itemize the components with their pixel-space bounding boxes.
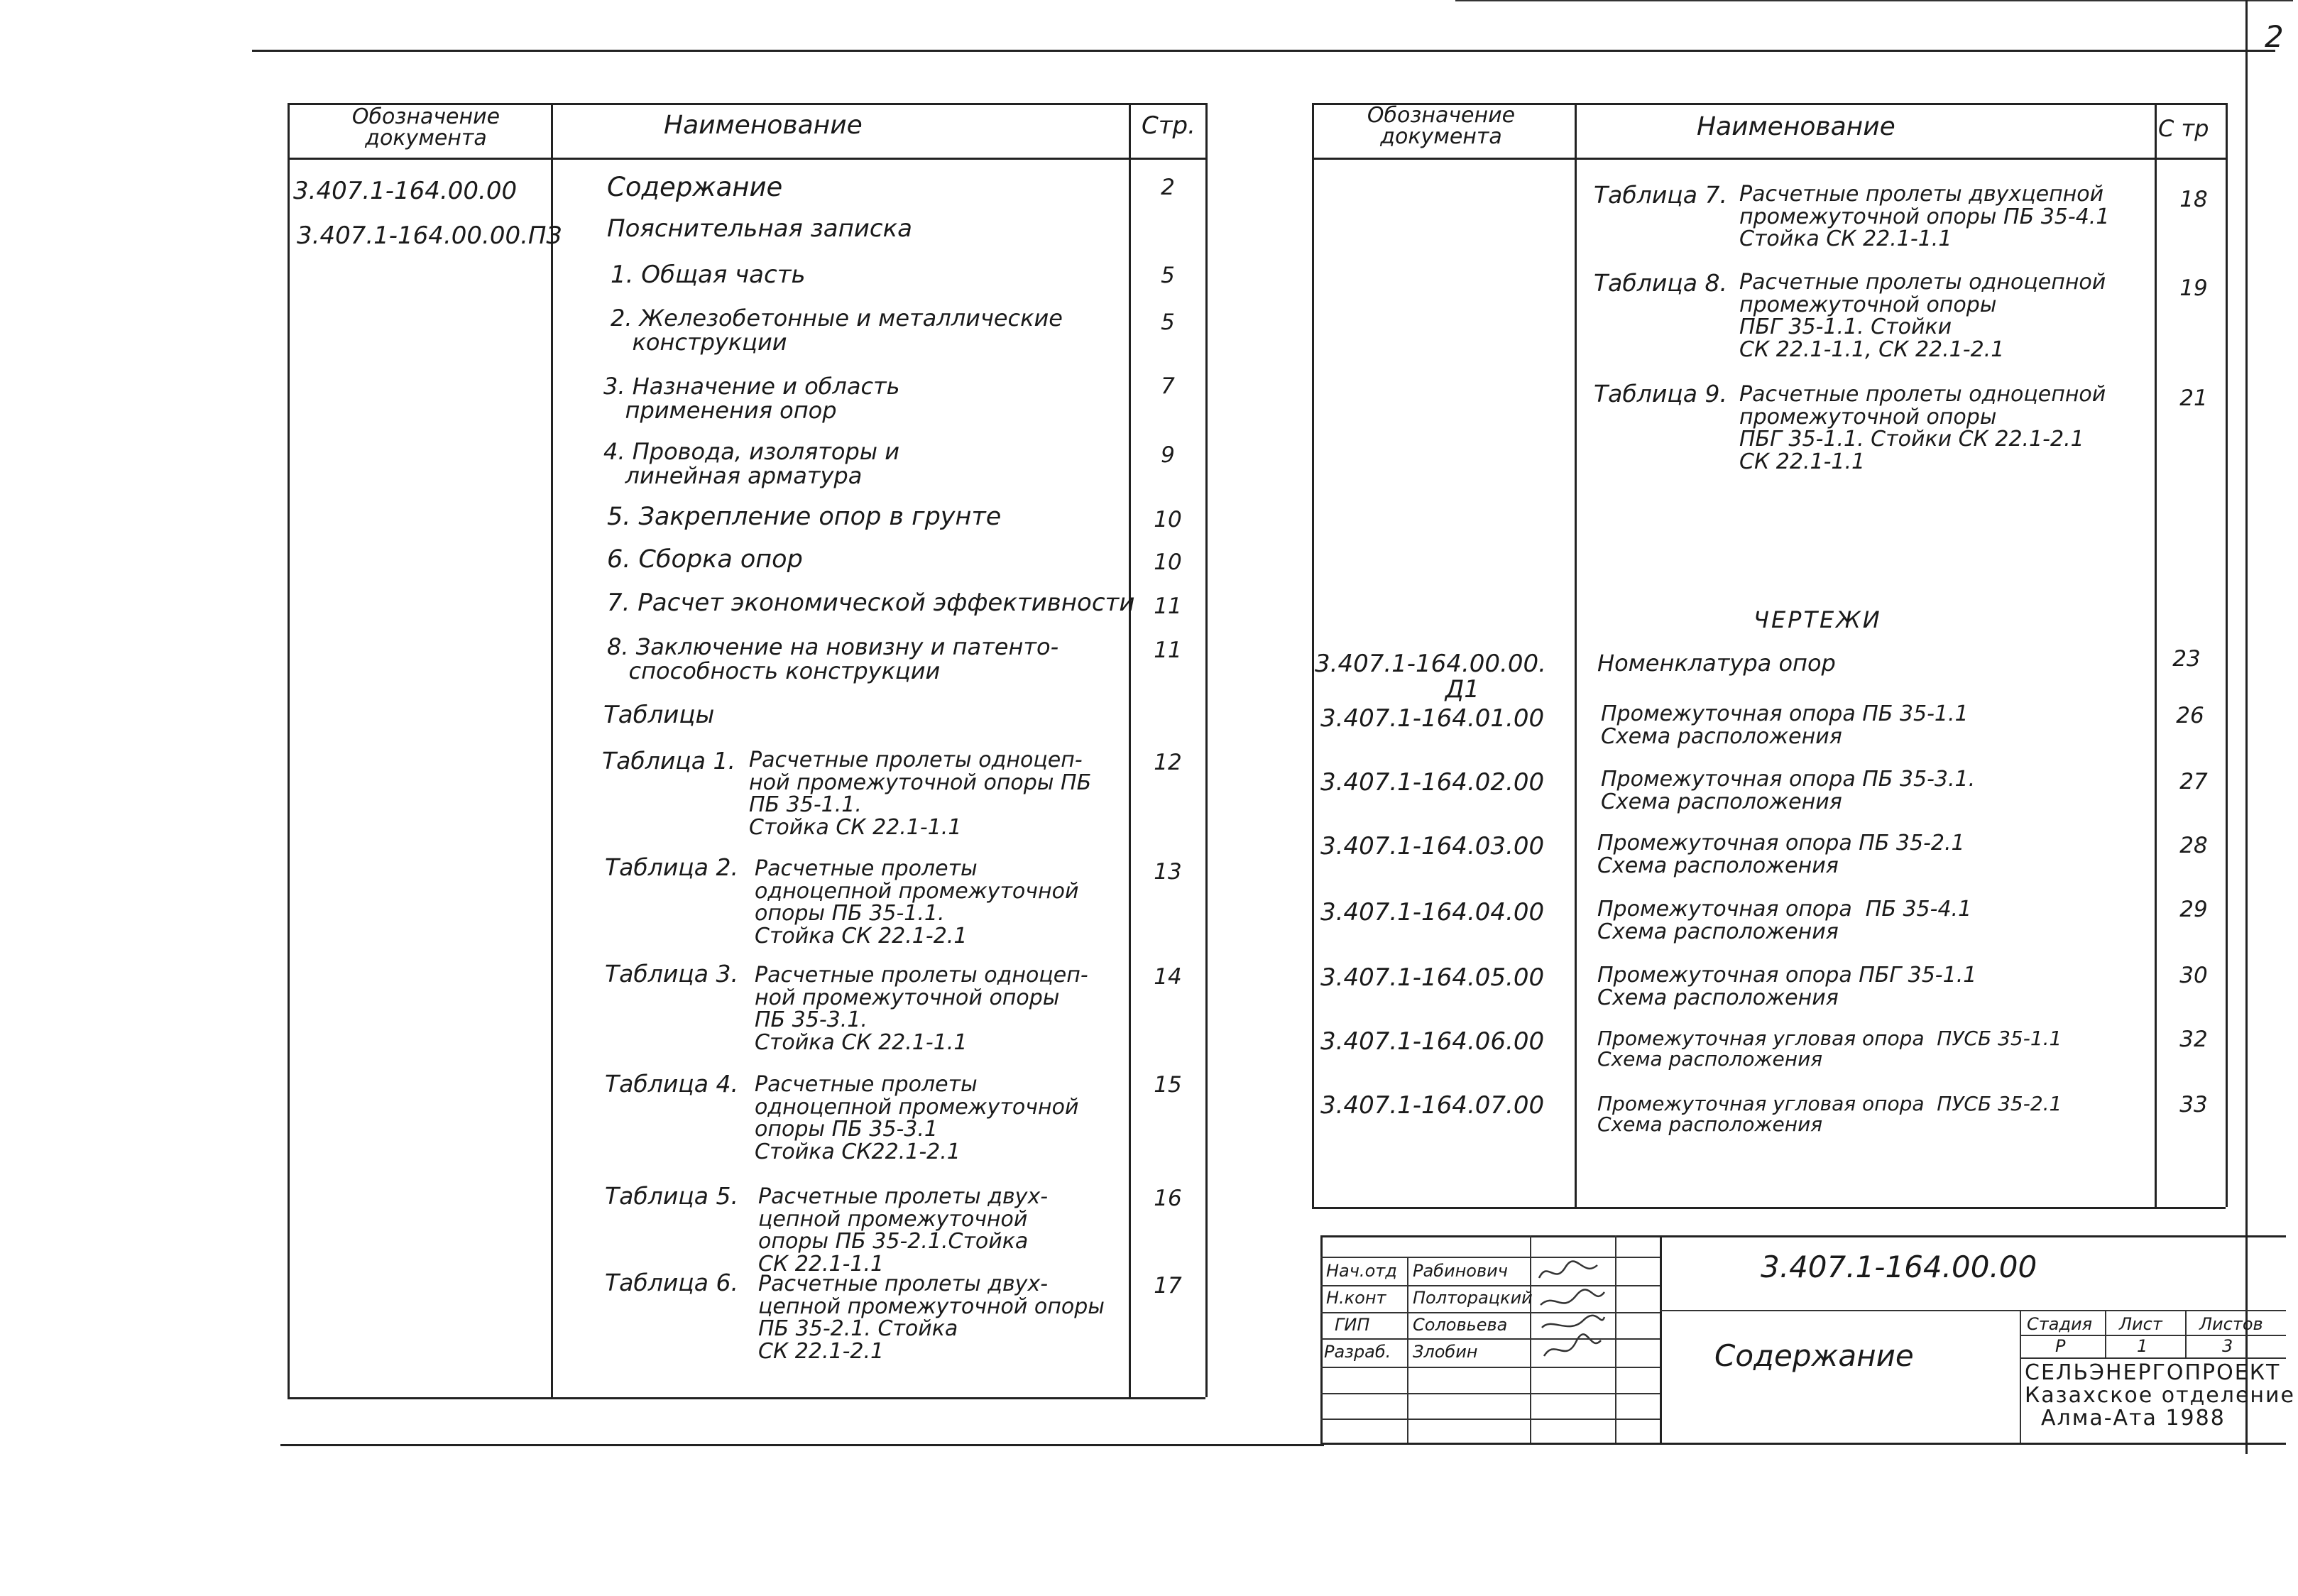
stamp-stage: Р xyxy=(2055,1336,2066,1356)
left-row-page: 5 xyxy=(1161,263,1175,288)
table-ref-text: Расчетные пролеты одноцепной промежуточной опоры ПБ 35-1.1. Стойка СК 22.1-2.1 xyxy=(755,856,1079,949)
table-ref-text: Расчетные пролеты одноцепной промежуточной опоры ПБГ 35-1.1. Стойки СК 22.1-1.1, СК 22.1-2.1 xyxy=(1739,270,2106,362)
stamp-code-line xyxy=(1660,1310,2286,1311)
table-ref-label: Таблица 4. xyxy=(605,1070,738,1098)
stamp-org-line2 xyxy=(2020,1357,2286,1359)
left-header-name: Наименование xyxy=(664,111,863,140)
left-row-title: 1. Общая часть xyxy=(611,261,806,289)
table-ref-text: Расчетные пролеты одноцепной промежуточной опоры ПБ 35-3.1 Стойка СК22.1-2.1 xyxy=(755,1072,1079,1164)
stamp-role: Разраб. xyxy=(1324,1342,1391,1362)
drawing-code: 3.407.1-164.05.00 xyxy=(1320,963,1545,992)
left-row-title: 3. Назначение и область применения опор xyxy=(603,373,900,424)
left-table-left xyxy=(288,103,290,1397)
table-ref-text: Расчетные пролеты одноцеп- ной промежуточной опоры ПБ ПБ 35-1.1. Стойка СК 22.1-1.1 xyxy=(749,748,1092,840)
right-header-designation: Обозначение документа xyxy=(1367,103,1516,149)
table-ref-text: Расчетные пролеты двух- цепной промежуточной опоры ПБ 35-2.1. Стойка СК 22.1-2.1 xyxy=(758,1272,1105,1364)
drawing-page: 27 xyxy=(2179,769,2208,794)
drawing-title: Промежуточная угловая опора ПУСБ 35-2.1 Схема расположения xyxy=(1597,1092,2062,1137)
left-row-page: 7 xyxy=(1161,373,1175,399)
left-row-page: 5 xyxy=(1161,310,1175,335)
left-row-code: 3.407.1-164.00.00.ПЗ xyxy=(297,222,562,250)
left-row-title: Содержание xyxy=(607,172,783,202)
stamp-sheets: 3 xyxy=(2222,1336,2233,1356)
stamp-role: ГИП xyxy=(1335,1315,1370,1335)
stamp-role: Н.конт xyxy=(1326,1288,1386,1308)
left-row-title: 8. Заключение на новизну и патенто- способность конструкции xyxy=(607,633,1059,684)
signature-marks xyxy=(1533,1257,1612,1370)
left-row-title: 6. Сборка опор xyxy=(607,545,803,574)
left-row-page: 2 xyxy=(1161,175,1175,200)
table-ref-page: 18 xyxy=(2179,187,2208,212)
drawing-title: Промежуточная опора ПБ 35-4.1 Схема расположения xyxy=(1597,897,1972,944)
stamp-sep-main xyxy=(1660,1235,1662,1443)
table-ref-text: Расчетные пролеты одноцеп- ной промежуточной опоры ПБ 35-3.1. Стойка СК 22.1-1.1 xyxy=(755,963,1088,1055)
left-row-page: 9 xyxy=(1161,442,1175,468)
left-row-title: 4. Провода, изоляторы и линейная арматура xyxy=(603,438,900,489)
stamp-signer: Полторацкий xyxy=(1413,1288,1533,1308)
left-row-title: Пояснительная записка xyxy=(607,214,912,243)
sheet-bottom-border xyxy=(280,1444,1324,1446)
left-row-page: 10 xyxy=(1154,507,1182,532)
table-ref-label: Таблица 7. xyxy=(1594,181,1727,209)
table-ref-page: 16 xyxy=(1154,1186,1182,1211)
table-ref-label: Таблица 1. xyxy=(602,747,735,775)
stamp-col-stage: Стадия xyxy=(2027,1314,2093,1334)
table-ref-label: Таблица 3. xyxy=(605,960,738,988)
left-row-page: 11 xyxy=(1154,638,1182,663)
stamp-doc-title: Содержание xyxy=(1714,1338,1914,1373)
table-ref-page: 21 xyxy=(2179,386,2208,411)
right-table-header-line xyxy=(1312,158,2226,160)
drawing-code: 3.407.1-164.03.00 xyxy=(1320,832,1545,860)
drawing-code: 3.407.1-164.01.00 xyxy=(1320,704,1545,733)
stamp-sig-row xyxy=(1320,1393,1660,1394)
stamp-sheet: 1 xyxy=(2137,1336,2148,1356)
drawing-page: 33 xyxy=(2179,1092,2208,1117)
left-row-title: 2. Железобетонные и металлические конструкции xyxy=(611,305,1063,356)
table-ref-label: Таблица 2. xyxy=(605,853,738,881)
sheet-top-border xyxy=(252,50,2275,52)
stamp-sig-row xyxy=(1320,1419,1660,1420)
stamp-org-col1 xyxy=(2105,1310,2106,1357)
drawing-title: Номенклатура опор xyxy=(1597,650,1836,677)
table-ref-page: 17 xyxy=(1154,1273,1182,1299)
right-header-name: Наименование xyxy=(1697,112,1895,141)
left-header-page: Стр. xyxy=(1142,111,1195,140)
table-ref-label: Таблица 8. xyxy=(1594,269,1727,297)
stamp-signer: Злобин xyxy=(1413,1342,1478,1362)
right-header-page: С тр xyxy=(2158,115,2209,142)
drawing-page: 32 xyxy=(2179,1027,2208,1052)
drawing-page: 26 xyxy=(2176,703,2204,728)
table-ref-text: Расчетные пролеты двухцепной промежуточной опоры ПБ 35-4.1 Стойка СК 22.1-1.1 xyxy=(1739,182,2110,251)
stamp-org-line2-text: Казахское отделение xyxy=(2025,1383,2295,1408)
left-table-right xyxy=(1205,103,1208,1397)
table-ref-label: Таблица 5. xyxy=(605,1182,738,1210)
drawing-title: Промежуточная опора ПБ 35-1.1 Схема расположения xyxy=(1601,701,1969,749)
drawing-code: 3.407.1-164.07.00 xyxy=(1320,1091,1545,1120)
left-table-col1 xyxy=(551,103,553,1397)
left-row-title: Таблицы xyxy=(603,701,715,729)
drawing-title: Промежуточная опора ПБ 35-2.1 Схема расположения xyxy=(1597,831,1965,878)
drawing-page: 30 xyxy=(2179,963,2208,988)
stamp-org-line3-text: Алма-Ата 1988 xyxy=(2041,1406,2226,1431)
table-ref-label: Таблица 6. xyxy=(605,1269,738,1296)
drawing-code: 3.407.1-164.04.00 xyxy=(1320,898,1545,927)
stamp-signer: Рабинович xyxy=(1413,1261,1508,1281)
stamp-bottom xyxy=(1320,1443,2286,1445)
drawing-page: 29 xyxy=(2179,897,2208,922)
sheet-top-border-upper xyxy=(1455,0,2293,1)
left-header-designation: Обозначение документа xyxy=(351,104,500,151)
table-ref-page: 12 xyxy=(1154,750,1182,775)
stamp-sep-org xyxy=(2020,1310,2021,1443)
left-table-bottom xyxy=(288,1397,1205,1399)
left-row-page: 11 xyxy=(1154,594,1182,619)
stamp-top xyxy=(1320,1235,2286,1237)
right-table-right xyxy=(2226,103,2228,1207)
left-row-title: 5. Закрепление опор в грунте xyxy=(607,503,1002,531)
drawing-page: 23 xyxy=(2172,646,2201,672)
drawings-heading: ЧЕРТЕЖИ xyxy=(1753,606,1882,633)
table-ref-text: Расчетные пролеты одноцепной промежуточной опоры ПБГ 35-1.1. Стойки СК 22.1-2.1 СК 22.1-1.1 xyxy=(1739,382,2106,474)
stamp-signer: Соловьева xyxy=(1413,1315,1508,1335)
sheet-number: 2 xyxy=(2265,19,2284,54)
table-ref-page: 19 xyxy=(2179,275,2208,301)
stamp-col-sheets: Листов xyxy=(2199,1314,2263,1334)
table-ref-page: 13 xyxy=(1154,859,1182,885)
drawing-page: 28 xyxy=(2179,833,2208,858)
stamp-doc-code: 3.407.1-164.00.00 xyxy=(1761,1250,2037,1284)
left-row-title: 7. Расчет экономической эффективности xyxy=(607,589,1135,617)
table-ref-label: Таблица 9. xyxy=(1594,380,1727,408)
drawing-title: Промежуточная опора ПБГ 35-1.1 Схема расположения xyxy=(1597,963,1977,1010)
table-ref-page: 14 xyxy=(1154,964,1182,990)
drawing-title: Промежуточная опора ПБ 35-3.1. Схема расположения xyxy=(1601,767,1976,814)
drawing-code: 3.407.1-164.00.00. Д1 xyxy=(1315,650,1546,704)
drawing-code: 3.407.1-164.02.00 xyxy=(1320,768,1545,797)
table-ref-text: Расчетные пролеты двух- цепной промежуточной опоры ПБ 35-2.1.Стойка СК 22.1-1.1 xyxy=(758,1184,1049,1277)
drawing-title: Промежуточная угловая опора ПУСБ 35-1.1 Схема расположения xyxy=(1597,1027,2062,1071)
drawing-code: 3.407.1-164.06.00 xyxy=(1320,1027,1545,1056)
stamp-role: Нач.отд xyxy=(1326,1261,1397,1281)
right-table-left xyxy=(1312,103,1314,1207)
right-table-bottom xyxy=(1312,1207,2226,1209)
right-table-col2 xyxy=(2155,103,2157,1207)
stamp-org-line1-text: СЕЛЬЭНЕРГОПРОЕКТ xyxy=(2025,1360,2281,1385)
left-row-code: 3.407.1-164.00.00 xyxy=(293,177,518,205)
left-row-page: 10 xyxy=(1154,550,1182,575)
left-table-header-line xyxy=(288,158,1205,160)
table-ref-page: 15 xyxy=(1154,1072,1182,1098)
stamp-col-sheet: Лист xyxy=(2119,1314,2162,1334)
right-table-col1 xyxy=(1575,103,1577,1207)
stamp-org-col2 xyxy=(2185,1310,2187,1357)
left-table-col2 xyxy=(1129,103,1131,1397)
